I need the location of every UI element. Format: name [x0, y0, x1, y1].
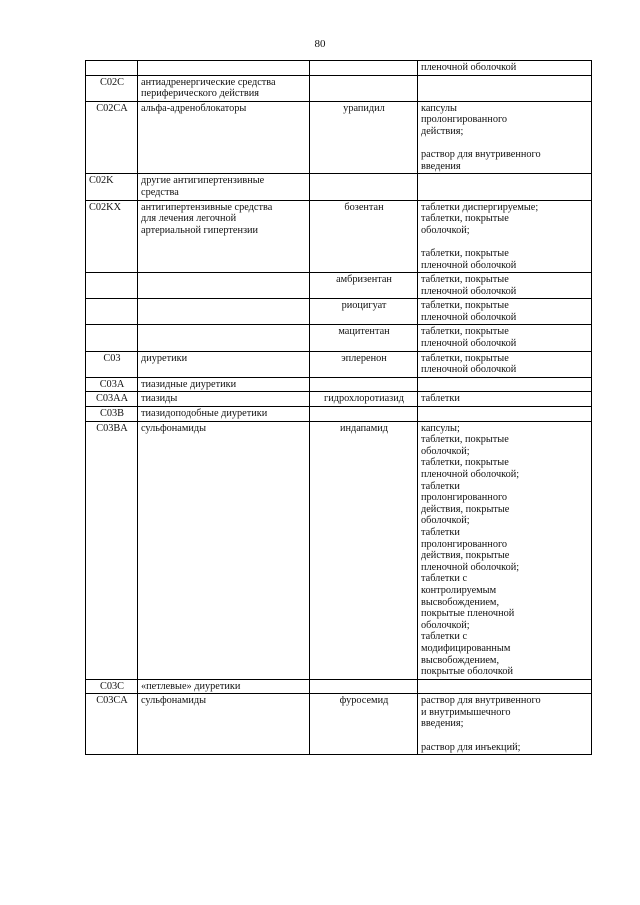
dosage-form-cell: таблетки, покрытые пленочной оболочкой	[418, 325, 592, 351]
drug-classification-table	[85, 60, 592, 755]
atc-code-cell: C03A	[86, 377, 138, 392]
dosage-form-cell: таблетки, покрытые пленочной оболочкой	[418, 273, 592, 299]
group-name-cell: тиазидные диуретики	[138, 377, 310, 392]
inn-cell: гидрохлоротиазид	[310, 392, 418, 407]
group-name-cell: «петлевые» диуретики	[138, 679, 310, 694]
inn-cell	[310, 377, 418, 392]
table-row	[86, 421, 592, 679]
inn-cell	[310, 61, 418, 76]
table-row	[86, 273, 592, 299]
inn-cell: бозентан	[310, 200, 418, 273]
dosage-form-cell: раствор для внутривенного и внутримышечного введения; раствор для инъекций;	[418, 694, 592, 755]
table-row	[86, 407, 592, 422]
group-name-cell: альфа-адреноблокаторы	[138, 101, 310, 174]
group-name-cell: диуретики	[138, 351, 310, 377]
group-name-cell: сульфонамиды	[138, 694, 310, 755]
group-name-cell	[138, 299, 310, 325]
atc-code-cell	[86, 61, 138, 76]
inn-cell	[310, 407, 418, 422]
atc-code-cell: C02CA	[86, 101, 138, 174]
group-name-cell: тиазиды	[138, 392, 310, 407]
dosage-form-cell: таблетки, покрытые пленочной оболочкой	[418, 299, 592, 325]
table-row	[86, 392, 592, 407]
dosage-form-cell: пленочной оболочкой	[418, 61, 592, 76]
group-name-cell	[138, 325, 310, 351]
group-name-cell	[138, 273, 310, 299]
inn-cell	[310, 75, 418, 101]
dosage-form-cell: таблетки, покрытые пленочной оболочкой	[418, 351, 592, 377]
inn-cell	[310, 679, 418, 694]
dosage-form-cell	[418, 377, 592, 392]
inn-cell: мацитентан	[310, 325, 418, 351]
table-row	[86, 679, 592, 694]
dosage-form-cell	[418, 407, 592, 422]
atc-code-cell: C02K	[86, 174, 138, 200]
inn-cell: амбризентан	[310, 273, 418, 299]
table-row	[86, 101, 592, 174]
table-row	[86, 694, 592, 755]
atc-code-cell: C03	[86, 351, 138, 377]
dosage-form-cell: таблетки	[418, 392, 592, 407]
atc-code-cell: C03C	[86, 679, 138, 694]
atc-code-cell	[86, 273, 138, 299]
inn-cell: индапамид	[310, 421, 418, 679]
inn-cell: эплеренон	[310, 351, 418, 377]
table-row	[86, 299, 592, 325]
table-row	[86, 200, 592, 273]
atc-code-cell: C03B	[86, 407, 138, 422]
table-row	[86, 61, 592, 76]
atc-code-cell	[86, 299, 138, 325]
dosage-form-cell: капсулы; таблетки, покрытые оболочкой; таблетки, покрытые пленочной оболочкой; таблетки пролонгированного действия, покрытые оболочкой; таблетки пролонгированного действия, покрытые пленочной оболочкой; таблетки с контролируемым высвобождением, покрытые пленочной оболочкой; таблетки с модифицированным высвобождением, покрытые оболочкой	[418, 421, 592, 679]
atc-code-cell	[86, 325, 138, 351]
dosage-form-cell	[418, 679, 592, 694]
atc-code-cell: C03CA	[86, 694, 138, 755]
atc-code-cell: C02C	[86, 75, 138, 101]
dosage-form-cell	[418, 75, 592, 101]
group-name-cell: антигипертензивные средства для лечения легочной артериальной гипертензии	[138, 200, 310, 273]
atc-code-cell: C02KX	[86, 200, 138, 273]
group-name-cell: антиадренергические средства периферического действия	[138, 75, 310, 101]
atc-code-cell: C03BA	[86, 421, 138, 679]
inn-cell: урапидил	[310, 101, 418, 174]
dosage-form-cell	[418, 174, 592, 200]
group-name-cell	[138, 61, 310, 76]
dosage-form-cell: капсулы пролонгированного действия; раствор для внутривенного введения	[418, 101, 592, 174]
table-row	[86, 75, 592, 101]
table-row	[86, 377, 592, 392]
table-row	[86, 325, 592, 351]
dosage-form-cell: таблетки диспергируемые; таблетки, покрытые оболочкой; таблетки, покрытые пленочной оболочкой	[418, 200, 592, 273]
inn-cell	[310, 174, 418, 200]
table-row	[86, 351, 592, 377]
table-row	[86, 174, 592, 200]
inn-cell: фуросемид	[310, 694, 418, 755]
group-name-cell: тиазидоподобные диуретики	[138, 407, 310, 422]
page-number: 80	[314, 38, 326, 50]
group-name-cell: сульфонамиды	[138, 421, 310, 679]
inn-cell: риоцигуат	[310, 299, 418, 325]
atc-code-cell: C03AA	[86, 392, 138, 407]
group-name-cell: другие антигипертензивные средства	[138, 174, 310, 200]
